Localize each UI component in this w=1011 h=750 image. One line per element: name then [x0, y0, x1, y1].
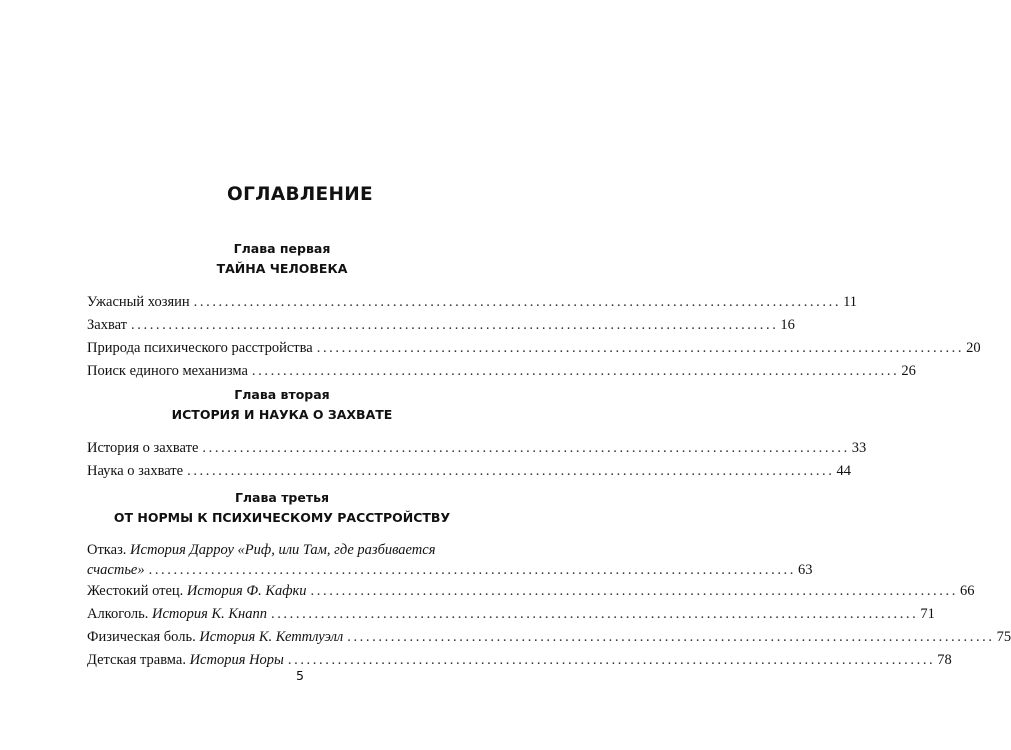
- dot-leader: ........................................................................................................: [187, 463, 835, 479]
- toc-entry[interactable]: [87, 360, 916, 383]
- entry-title-wrap: [87, 603, 267, 626]
- entry-page: 11: [843, 294, 858, 310]
- entry-page: 33: [851, 440, 867, 456]
- toc-entry[interactable]: [87, 291, 858, 314]
- entry-title: Отказ.: [87, 542, 127, 558]
- entry-page: 75: [996, 629, 1011, 645]
- entry-title: Жестокий отец.: [87, 583, 184, 599]
- entry-story: История Ф. Кафки: [186, 583, 307, 599]
- entry-title: Алкоголь.: [87, 606, 149, 622]
- entry-story: История Дарроу «Риф, или Там, где разбивается: [130, 542, 436, 558]
- toc-entry[interactable]: [87, 603, 935, 626]
- chapter-3: [87, 490, 1011, 672]
- chapter-entries: [87, 540, 1011, 672]
- dot-leader: ........................................................................................................: [148, 562, 797, 578]
- dot-leader: ........................................................................................................: [193, 294, 842, 310]
- dot-leader: ........................................................................................................: [202, 440, 850, 456]
- toc-entry[interactable]: [87, 437, 867, 460]
- chapter-1: [87, 241, 981, 383]
- dot-leader: ........................................................................................................: [347, 629, 995, 645]
- chapter-entries: [87, 291, 981, 383]
- entry-title: Ужасный хозяин: [87, 294, 190, 310]
- entry-title-wrap: [87, 580, 307, 603]
- entry-page: 63: [798, 562, 813, 578]
- entry-story: История Норы: [189, 652, 284, 668]
- chapter-label: Глава вторая: [234, 387, 330, 402]
- chapter-label: Глава первая: [233, 241, 331, 256]
- entry-title: Поиск единого механизма: [87, 363, 248, 379]
- dot-leader: ........................................................................................................: [131, 317, 779, 333]
- page-number: 5: [296, 668, 304, 683]
- entry-page: 71: [920, 606, 935, 622]
- entry-story: История К. Кеттлуэлл: [199, 629, 344, 645]
- chapter-entries: [87, 437, 867, 483]
- entry-title: Природа психического расстройства: [87, 340, 313, 356]
- toc-entry[interactable]: [87, 540, 813, 580]
- entry-page: 78: [937, 652, 952, 668]
- entry-story: История К. Кнапп: [152, 606, 267, 622]
- entry-line: [87, 560, 813, 580]
- entry-page: 20: [966, 340, 981, 356]
- toc-entry[interactable]: [87, 314, 795, 337]
- toc-entry[interactable]: [87, 580, 975, 603]
- entry-story-continued: счастье»: [87, 562, 145, 578]
- dot-leader: ........................................................................................................: [310, 583, 958, 599]
- entry-title: Физическая боль.: [87, 629, 196, 645]
- toc-entry[interactable]: [87, 626, 1011, 649]
- entry-title-wrap: [87, 626, 343, 649]
- dot-leader: ........................................................................................................: [270, 606, 919, 622]
- dot-leader: ........................................................................................................: [316, 340, 965, 356]
- chapter-title: ИСТОРИЯ И НАУКА О ЗАХВАТЕ: [171, 407, 393, 422]
- chapter-title: ОТ НОРМЫ К ПСИХИЧЕСКОМУ РАССТРОЙСТВУ: [113, 510, 451, 525]
- toc-entry[interactable]: [87, 337, 981, 360]
- entry-page: 26: [901, 363, 916, 379]
- chapter-2: [87, 387, 867, 483]
- entry-title: Наука о захвате: [87, 463, 184, 479]
- chapter-label: Глава третья: [234, 490, 330, 505]
- toc-heading: ОГЛАВЛЕНИЕ: [227, 184, 373, 205]
- entry-page: 66: [959, 583, 975, 599]
- entry-page: 16: [780, 317, 795, 333]
- entry-page: 44: [836, 463, 851, 479]
- toc-entry[interactable]: [87, 460, 851, 483]
- entry-line: [87, 540, 477, 560]
- entry-title: История о захвате: [87, 440, 199, 456]
- entry-title: Детская травма.: [87, 652, 186, 668]
- dot-leader: ........................................................................................................: [287, 652, 936, 668]
- entry-title: Захват: [87, 317, 128, 333]
- chapter-title: ТАЙНА ЧЕЛОВЕКА: [216, 261, 348, 276]
- dot-leader: ........................................................................................................: [251, 363, 900, 379]
